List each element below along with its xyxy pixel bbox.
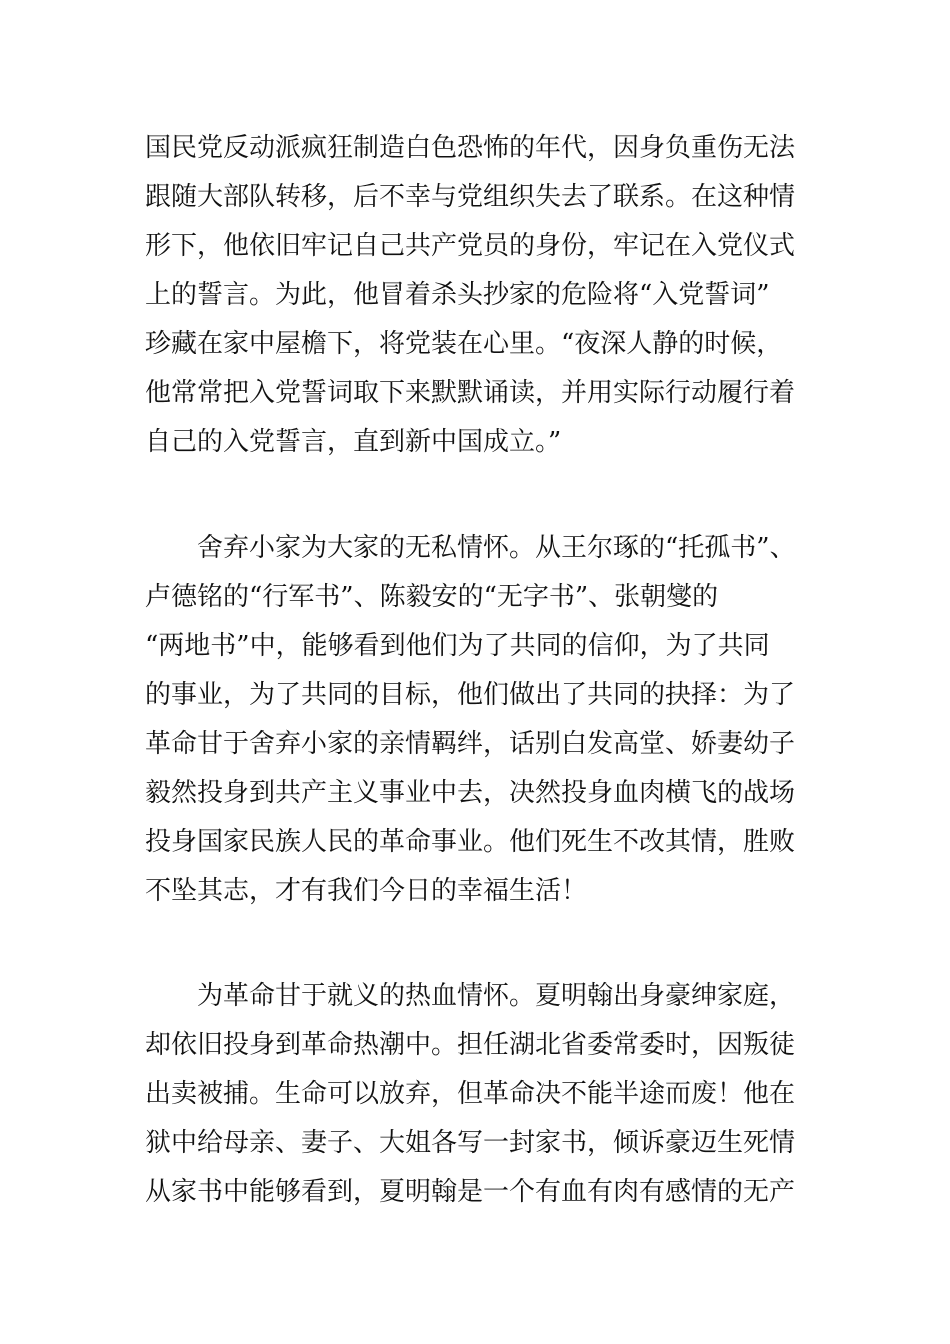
paragraph-line: 卢德铭的“行军书”、陈毅安的“无字书”、张朝燮的 <box>145 582 719 612</box>
paragraph-line: 国民党反动派疯狂制造白色恐怖的年代，因身负重伤无法 <box>145 133 796 163</box>
paragraph-line: 的事业，为了共同的目标，他们做出了共同的抉择：为了 <box>145 680 796 710</box>
paragraph-line: 形下，他依旧牢记自己共产党员的身份，牢记在入党仪式 <box>145 231 796 261</box>
paragraph-line: 狱中给母亲、妻子、大姐各写一封家书，倾诉豪迈生死情 <box>145 1128 796 1158</box>
paragraph-line: 出卖被捕。生命可以放弃，但革命决不能半途而废！他在 <box>145 1079 796 1109</box>
paragraph-line: 珍藏在家中屋檐下，将党装在心里。“夜深人静的时候， <box>145 329 783 359</box>
paragraph-line: 毅然投身到共产主义事业中去，决然投身血肉横飞的战场 <box>145 778 796 808</box>
paragraph-line: 革命甘于舍弃小家的亲情羁绊，话别白发高堂、娇妻幼子 <box>145 729 796 759</box>
paragraph-line: 投身国家民族人民的革命事业。他们死生不改其情，胜败 <box>145 827 796 857</box>
paragraph-line: 舍弃小家为大家的无私情怀。从王尔琢的“托孤书”、 <box>197 533 796 563</box>
paragraph-3 <box>145 972 825 1217</box>
paragraph-line: 他常常把入党誓词取下来默默诵读，并用实际行动履行着 <box>145 378 796 408</box>
paragraph-line: 自己的入党誓言，直到新中国成立。” <box>145 427 562 457</box>
paragraph-line: 却依旧投身到革命热潮中。担任湖北省委常委时，因叛徒 <box>145 1030 796 1060</box>
paragraph-line: 上的誓言。为此，他冒着杀头抄家的危险将“入党誓词” <box>145 280 770 310</box>
paragraph-line: 为革命甘于就义的热血情怀。夏明翰出身豪绅家庭， <box>197 981 796 1011</box>
paragraph-line: 不坠其志，才有我们今日的幸福生活！ <box>145 876 588 906</box>
paragraph-2 <box>145 524 825 916</box>
paragraph-line: 从家书中能够看到，夏明翰是一个有血有肉有感情的无产 <box>145 1177 796 1207</box>
paragraph-1 <box>145 124 825 467</box>
paragraph-line: 跟随大部队转移，后不幸与党组织失去了联系。在这种情 <box>145 182 796 212</box>
paragraph-line: “两地书”中，能够看到他们为了共同的信仰，为了共同 <box>145 631 770 661</box>
